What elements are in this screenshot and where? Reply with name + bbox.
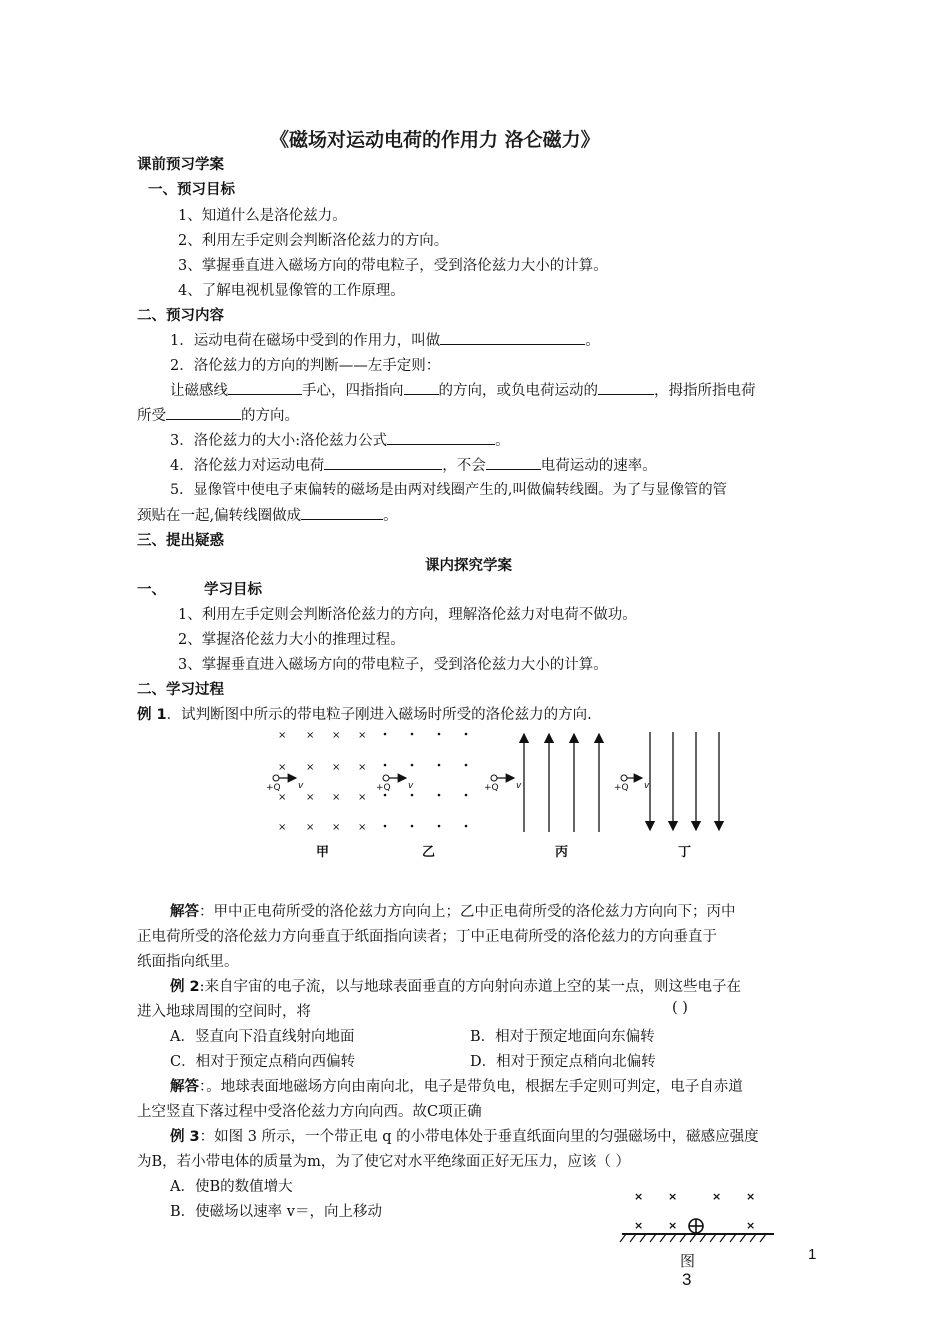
preview-goal-2: 2、利用左手定则会判断洛伦兹力的方向。 <box>178 233 449 249</box>
velocity-label: v <box>408 781 414 791</box>
svg-text:×: × <box>306 730 315 741</box>
answer-blank[interactable] <box>598 380 654 395</box>
inclass-process-heading: 二、学习过程 <box>137 682 224 698</box>
example-3-question-line-2: 为B，若小带电体的质量为m，为了使它对水平绝缘面正好无压力，应该（ ） <box>137 1154 631 1170</box>
preview-question-2-line-2 <box>137 404 299 425</box>
example-1-answer-line-1 <box>170 900 736 921</box>
svg-text:×: × <box>358 762 367 773</box>
question-text: ，拇指所指电荷 <box>654 383 756 399</box>
svg-text:×: × <box>668 1219 678 1232</box>
example-2-question-line-2: 进入地球周围的空间时，将 <box>137 1004 311 1020</box>
answer-label: 解答 <box>170 1079 199 1095</box>
example-2-option-a: A．竖直向下沿直线射向地面 <box>170 1029 355 1045</box>
svg-text:×: × <box>332 730 341 741</box>
inclass-goal-1: 1、利用左手定则会判断洛伦兹力的方向，理解洛伦兹力对电荷不做功。 <box>178 607 637 623</box>
field-ding-downward-lines <box>650 732 719 830</box>
figure-label-bing: 丙 <box>555 845 569 860</box>
svg-text:×: × <box>746 1219 756 1232</box>
question-text: 。 <box>383 508 398 524</box>
answer-blank[interactable] <box>486 455 541 470</box>
figure-label-yi: 乙 <box>422 845 436 860</box>
svg-text:×: × <box>278 822 287 833</box>
charge-label: +Q <box>484 783 499 793</box>
inclass-goals-heading: 学习目标 <box>204 582 262 598</box>
svg-text:×: × <box>278 762 287 773</box>
example-2-option-c: C．相对于预定点稍向西偏转 <box>170 1054 356 1070</box>
question-text: 。 <box>585 333 600 349</box>
figure-caption: 图 <box>680 1252 696 1270</box>
velocity-label: v <box>516 781 522 791</box>
example-2-option-d: D．相对于预定点稍向北偏转 <box>470 1054 656 1070</box>
example-2-option-b: B．相对于预定地面向东偏转 <box>470 1029 655 1045</box>
svg-text:×: × <box>712 1190 722 1203</box>
particle-yi <box>376 775 414 793</box>
preview-goal-1: 1、知道什么是洛伦兹力。 <box>178 208 347 224</box>
example-text: :来自宇宙的电子流，以与地球表面垂直的方向射向赤道上空的某一点，则这些电子在 <box>199 979 742 995</box>
svg-text:×: × <box>358 730 367 741</box>
answer-blank[interactable] <box>166 405 241 420</box>
section-heading-preview: 课前预习学案 <box>137 157 224 173</box>
question-text: 3．洛伦兹力的大小:洛伦兹力公式 <box>170 433 388 449</box>
preview-doubts-heading: 三、提出疑惑 <box>137 533 224 549</box>
page-number: 1 <box>808 1246 817 1263</box>
preview-question-1 <box>170 329 600 350</box>
question-text: 所受 <box>137 408 166 424</box>
inclass-goals-number: 一、 <box>137 582 166 598</box>
answer-text: ：。地球表面地磁场方向由南向北，电子是带负电，根据左手定则可判定，电子自赤道 <box>199 1079 743 1095</box>
question-text: 电荷运动的速率。 <box>540 458 657 474</box>
figure-label-jia: 甲 <box>316 845 330 860</box>
field-yi-dots <box>384 733 468 828</box>
example-1-answer-line-2: 正电荷所受的洛伦兹力方向垂直于纸面指向读者；丁中正电荷所受的洛伦兹力的方向垂直于 <box>137 929 717 945</box>
svg-text:×: × <box>306 792 315 803</box>
svg-text:×: × <box>668 1190 678 1203</box>
answer-blank[interactable] <box>440 330 585 345</box>
inclass-goal-3: 3、掌握垂直进入磁场方向的带电粒子，受到洛伦兹力大小的计算。 <box>178 657 608 673</box>
particle-bing <box>484 775 522 793</box>
svg-text:×: × <box>332 792 341 803</box>
question-text: 颈贴在一起,偏转线圈做成 <box>137 508 302 524</box>
svg-text:×: × <box>746 1190 756 1203</box>
svg-text:×: × <box>332 822 341 833</box>
insulating-surface <box>620 1234 774 1242</box>
charge-label: +Q <box>614 783 629 793</box>
figure-label-ding: 丁 <box>678 845 692 860</box>
example-1-question <box>137 703 592 724</box>
example-2-question-line-1 <box>170 975 741 996</box>
charged-body <box>689 1219 703 1233</box>
svg-text:×: × <box>634 1190 644 1203</box>
answer-blank[interactable] <box>387 430 495 445</box>
svg-text:×: × <box>306 762 315 773</box>
preview-goal-3: 3、掌握垂直进入磁场方向的带电粒子，受到洛伦兹力大小的计算。 <box>178 258 608 274</box>
svg-text:×: × <box>306 822 315 833</box>
example-3-option-a: A．使B的数值增大 <box>170 1179 293 1195</box>
example-label: 例 3 <box>170 1129 200 1145</box>
example-text: ．试判断图中所示的带电粒子刚进入磁场时所受的洛伦兹力的方向. <box>166 707 592 723</box>
svg-text:×: × <box>278 792 287 803</box>
preview-question-5-line-2 <box>137 504 398 525</box>
answer-blank[interactable] <box>301 505 383 520</box>
example-2-answer-paren: ( ) <box>672 1000 688 1016</box>
preview-content-heading: 二、预习内容 <box>137 308 224 324</box>
example-1-figure <box>262 728 742 866</box>
figure-caption-number: 3 <box>682 1270 692 1289</box>
answer-label: 解答 <box>170 904 199 920</box>
example-3-question-line-1 <box>170 1125 759 1146</box>
question-text: 的方向，或负电荷运动的 <box>438 383 598 399</box>
particle-ding <box>614 775 650 793</box>
svg-text:×: × <box>358 822 367 833</box>
question-text: ，不会 <box>442 458 486 474</box>
velocity-label: v <box>298 781 304 791</box>
answer-text: ：甲中正电荷所受的洛伦兹力方向向上；乙中正电荷所受的洛伦兹力方向向下；丙中 <box>199 904 736 920</box>
question-text: 让磁感线 <box>170 383 228 399</box>
example-text: ：如图 3 所示，一个带正电 q 的小带电体处于垂直纸面向里的匀强磁场中，磁感应强度 <box>199 1129 759 1145</box>
inclass-goal-2: 2、掌握洛伦兹力大小的推理过程。 <box>178 632 405 648</box>
preview-goals-heading: 一、预习目标 <box>148 182 235 198</box>
svg-text:×: × <box>634 1219 644 1232</box>
field-bing-upward-lines <box>524 734 599 832</box>
answer-blank[interactable] <box>404 380 439 395</box>
example-2-answer-line-1 <box>170 1075 743 1096</box>
field-jia-crosses <box>278 730 366 833</box>
question-text: 手心，四指指向 <box>302 383 404 399</box>
example-label: 例 2 <box>170 979 200 995</box>
preview-question-4 <box>170 454 657 475</box>
question-text: 。 <box>495 433 510 449</box>
svg-text:×: × <box>278 730 287 741</box>
svg-text:×: × <box>332 762 341 773</box>
charge-label: +Q <box>266 783 281 793</box>
preview-question-5-line-1: 5．显像管中使电子束偏转的磁场是由两对线圈产生的,叫做偏转线圈。为了与显像管的管 <box>170 482 727 498</box>
preview-question-3 <box>170 429 510 450</box>
question-text: 1．运动电荷在磁场中受到的作用力，叫做 <box>170 333 441 349</box>
page-title: 《磁场对运动电荷的作用力 洛仑磁力》 <box>270 129 600 151</box>
example-3-figure <box>618 1184 778 1244</box>
example-2-answer-line-2: 上空竖直下落过程中受洛伦兹力方向向西。故C项正确 <box>137 1104 482 1120</box>
answer-blank[interactable] <box>324 455 442 470</box>
example-1-answer-line-3: 纸面指向纸里。 <box>137 954 239 970</box>
preview-goal-4: 4、了解电视机显像管的工作原理。 <box>178 283 405 299</box>
question-text: 4．洛伦兹力对运动电荷 <box>170 458 325 474</box>
particle-jia <box>266 775 304 793</box>
charge-label: +Q <box>376 783 391 793</box>
velocity-label: v <box>644 781 650 791</box>
preview-question-2: 2．洛伦兹力的方向的判断——左手定则： <box>170 358 441 374</box>
question-text: 的方向。 <box>241 408 299 424</box>
section-heading-inclass: 课内探究学案 <box>425 558 512 574</box>
answer-blank[interactable] <box>228 380 302 395</box>
svg-text:×: × <box>358 792 367 803</box>
example-label: 例 1 <box>137 707 167 723</box>
preview-question-2-line-1 <box>170 379 756 400</box>
example-3-option-b: B．使磁场以速率 v＝，向上移动 <box>170 1204 382 1220</box>
